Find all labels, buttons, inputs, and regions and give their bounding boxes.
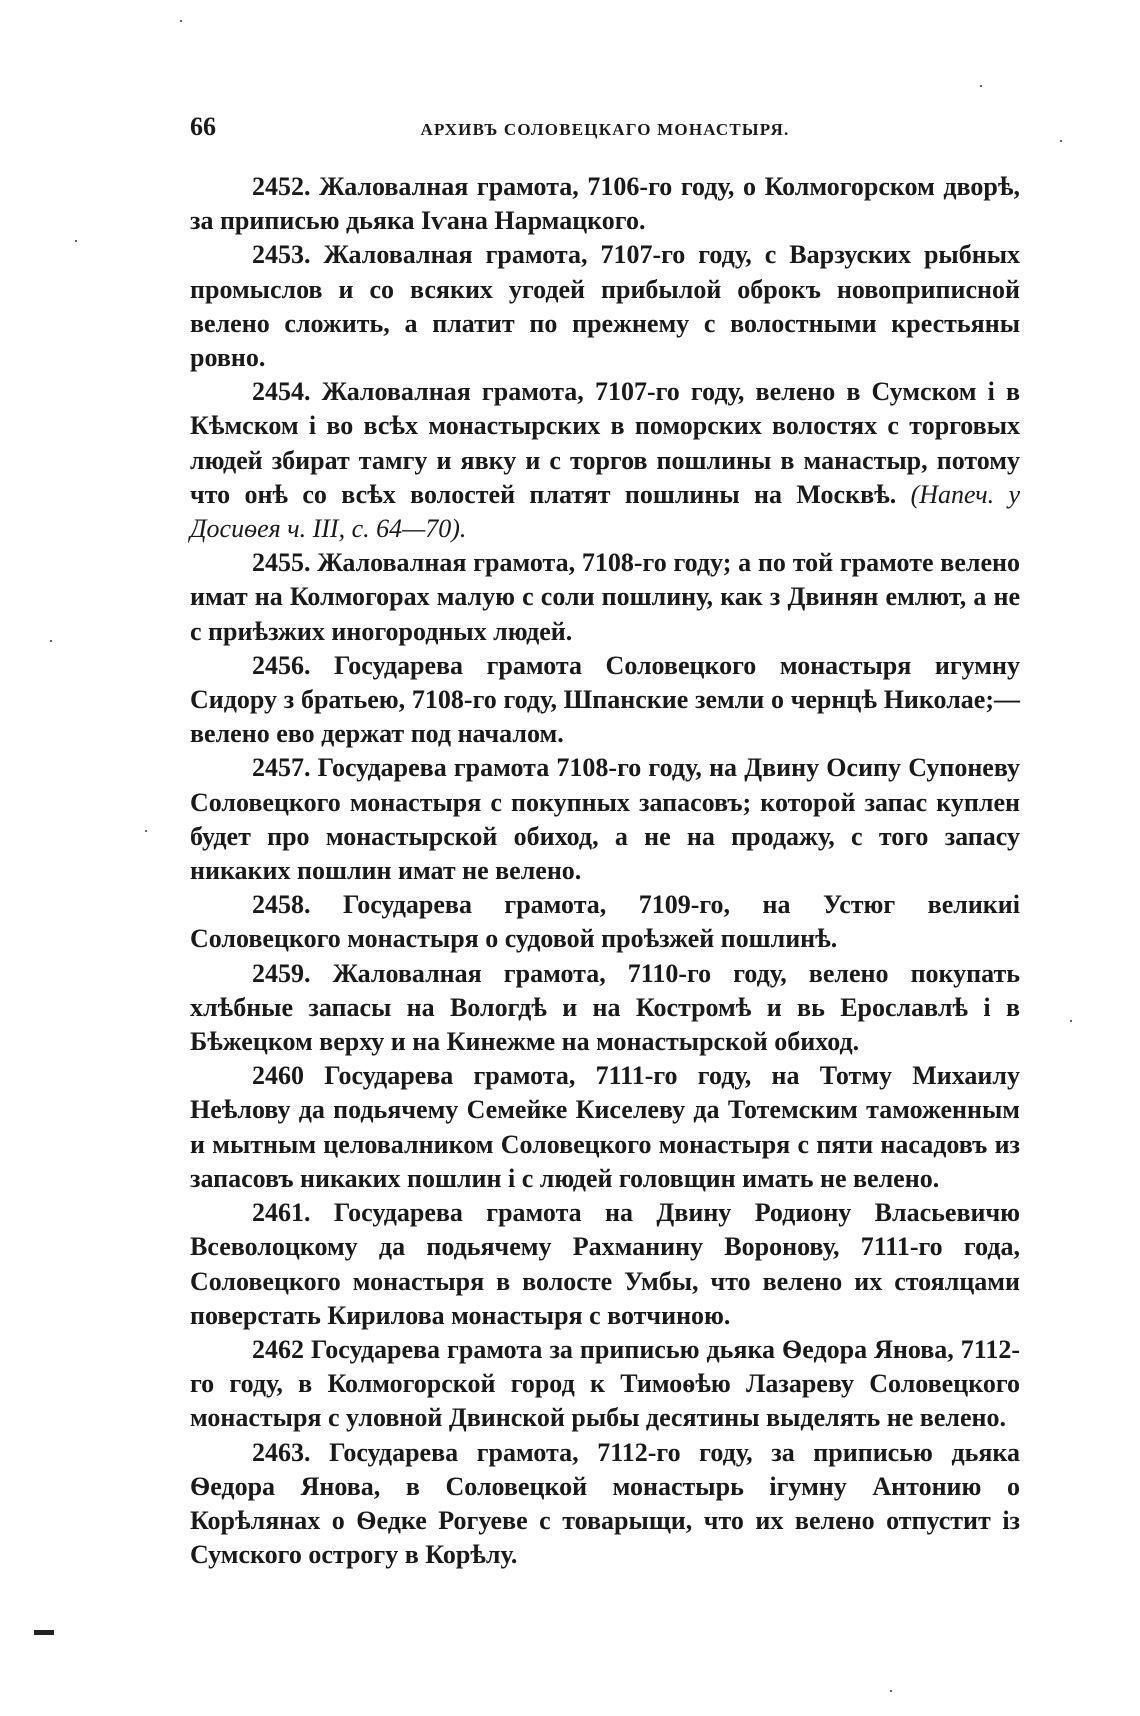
entry-2460 — [190, 1059, 1020, 1196]
entry-note: (Напеч. у Досиѳея ч. III, с. 64—70). — [190, 479, 1021, 544]
entry-text: 2463. Государева грамота, 7112-го году, за приписью дьяка Ѳедора Янова, в Соловецкой монастырь ігумну Антонию о Корѣлянах о Ѳедке Рогуеве с товарыщи, что их велено отпустит із Сумского острогу в Корѣлу. — [190, 1437, 1020, 1570]
entry-2463 — [190, 1436, 1020, 1573]
entry-2457 — [190, 751, 1020, 888]
entry-2459 — [190, 957, 1020, 1060]
entry-2453 — [190, 238, 1020, 375]
entry-2452 — [190, 170, 1020, 238]
entry-2455 — [190, 546, 1020, 649]
speck — [890, 1690, 892, 1692]
entry-2454 — [190, 375, 1020, 546]
speck — [1070, 1020, 1072, 1022]
entry-text: 2459. Жаловалная грамота, 7110-го году, велено покупать хлѣбные запасы на Вологдѣ и на Костромѣ и вь Ерославлѣ і в Бѣжецком верху и на Кинежме на монастырской обиход. — [190, 958, 1020, 1057]
entry-text: 2460 Государева грамота, 7111-го году, на Тотму Михаилу Неѣлову да подьячему Семейке Киселеву да Тотемским таможенным и мытным целовалником Соловецкого монастыря с пяти насадовъ из запасовъ никаких пошлин і с людей головщин имать не велено. — [190, 1061, 1020, 1193]
speck — [1060, 140, 1062, 142]
entry-2462 — [190, 1333, 1020, 1436]
speck — [145, 830, 147, 832]
entry-text: 2462 Государева грамота за приписью дьяка Ѳедора Янова, 7112-го году, в Колмогорской город к Тимоѳѣю Лазареву Соловецкого монастыря с уловной Двинской рыбы десятины выделять не велено. — [190, 1334, 1020, 1433]
entry-text: 2454. Жаловалная грамота, 7107-го году, велено в Сумском і в Кѣмском і во всѣх монастырских в поморских волостях с торговых людей збират тамгу и явку и с торгов пошлины в манастыр, потому что онѣ со всѣх волостей платят пошлины на Москвѣ. — [190, 377, 1020, 509]
entry-text: 2458. Государева грамота, 7109-го, на Устюг великиі Соловецкого монастыря о судовой проѣзжей пошлинѣ. — [190, 890, 1020, 954]
entry-text: 2453. Жаловалная грамота, 7107-го году, с Варзуских рыбных промыслов и со всяких угодей прибылой оброкъ новоприписной велено сложить, а платит по прежнему с волостными крестьяны ровно. — [190, 240, 1020, 373]
entry-2456 — [190, 649, 1020, 752]
entry-text: 2457. Государева грамота 7108-го году, на Двину Осипу Супоневу Соловецкого монастыря с покупных запасовъ; которой запас куплен будет про монастырской обиход, а не на продажу, с того запасу никаких пошлин имат не велено. — [190, 753, 1020, 886]
entry-2461 — [190, 1196, 1020, 1333]
document-body — [190, 170, 1020, 1572]
entry-text: 2455. Жаловалная грамота, 7108-го году; а по той грамоте велено имат на Колмогорах малую с соли пошлину, как з Двинян емлют, а не с приѣзжих иногородных людей. — [190, 548, 1020, 646]
speck — [75, 240, 77, 242]
entry-text: 2452. Жаловалная грамота, 7106-го году, о Колмогорском дворѣ, за приписью дьяка Іѵана Нармацкого. — [190, 172, 1020, 236]
speck — [50, 640, 52, 642]
running-title: АРХИВЪ СОЛОВЕЦКАГО МОНАСТЫРЯ. — [420, 120, 790, 139]
page-header — [190, 112, 1020, 152]
scan-edge-mark — [34, 1630, 54, 1635]
page-number: 66 — [190, 112, 216, 141]
speck — [180, 20, 182, 22]
entry-2458 — [190, 888, 1020, 956]
entry-text: 2456. Государева грамота Соловецкого монастыря игумну Сидору з братьею, 7108-го году, Шпанские земли о чернцѣ Николае;— велено ево держат под началом. — [190, 650, 1020, 749]
entry-text: 2461. Государева грамота на Двину Родиону Власьевичю Всеволоцкому да подьячему Рахманину Воронову, 7111-го года, Соловецкого монастыря в волосте Умбы, что велено их стоялцами поверстать Кирилова монастыря с вотчиною. — [190, 1198, 1020, 1330]
speck — [980, 85, 982, 87]
